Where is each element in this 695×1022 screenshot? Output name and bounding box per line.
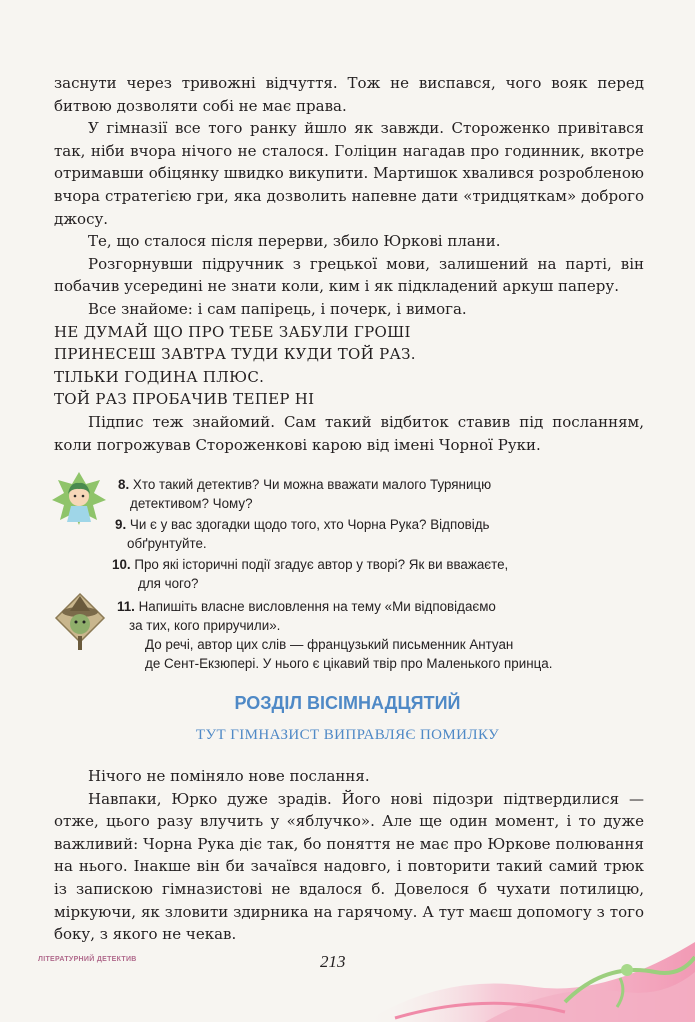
- paragraph: У гімназії все того ранку йшло як завжди. Стороженко привітався так, ніби вчора нічого не сталося. Голіцин нагадав про годинник, вкотре отримавши обіцянку швидко викупити. Мартишок хвалився розробленою вчора стратегією гри, яка дозволить напевне дати «тридцяткам» доброго джосу.: [54, 119, 644, 228]
- question-text: за тих, кого приручили».: [129, 618, 281, 633]
- question-11: [117, 597, 552, 673]
- question-text: детективом? Чому?: [130, 496, 253, 511]
- question-text: Хто такий детектив? Чи можна вважати малого Туряницю: [132, 477, 492, 492]
- note-line: ТІЛЬКИ ГОДИНА ПЛЮС.: [54, 367, 265, 386]
- question-number: 8.: [118, 477, 130, 492]
- note-line: НЕ ДУМАЙ ЩО ПРО ТЕБЕ ЗАБУЛИ ГРОШІ: [54, 322, 411, 341]
- question-text: де Сент-Екзюпері. У нього є цікавий твір про Маленького принца.: [145, 656, 553, 671]
- page-number: 213: [320, 952, 346, 971]
- question-text: обґрунтуйте.: [127, 536, 207, 551]
- paragraph: Все знайоме: і сам папірець, і почерк, і вимога.: [88, 299, 467, 318]
- top-prose: [54, 72, 644, 456]
- question-text: Про які історичні події згадує автор у творі? Як ви вважаєте,: [134, 557, 509, 572]
- question-text: Чи є у вас здогадки щодо того, хто Чорна Рука? Відповідь: [129, 517, 490, 532]
- question-text: Напишіть власне висловлення на тему «Ми відповідаємо: [138, 599, 496, 614]
- paragraph: Підпис теж знайомий. Сам такий відбиток ставив під посланням, коли погрожував Стороженкові карою від імені Чорної Руки.: [54, 412, 644, 454]
- question-number: 10.: [112, 557, 131, 572]
- question-10: [112, 555, 508, 593]
- chapter-subtitle: ТУТ ГІМНАЗИСТ ВИПРАВЛЯЄ ПОМИЛКУ: [195, 727, 500, 743]
- threat-note: [54, 321, 644, 411]
- decorative-swirl: [365, 932, 695, 1022]
- paragraph: Нічого не поміняло нове послання.: [88, 767, 370, 785]
- paragraph: заснути через тривожні відчуття. Тож не виспався, чого вояк перед битвою дозволяти собі не має права.: [54, 74, 644, 115]
- bottom-prose: [54, 765, 644, 946]
- paragraph: Розгорнувши підручник з грецької мови, залишений на парті, він побачив усередині не знати коли, ким і як підкладений аркуш паперу.: [54, 254, 644, 296]
- chapter-title: РОЗДІЛ ВІСІМНАДЦЯТИЙ: [234, 693, 461, 713]
- question-8: [118, 475, 491, 513]
- paragraph: Навпаки, Юрко дуже зрадів. Його нові підозри підтвердилися — отже, цього разу влучить у «яблучко». Але ще один момент, і то дуже важливий: Чорна Рука діє так, бо поняття не має про Юркове полювання на нього. Інакше він би зачаївся надовго, і повторити такий самий трюк із запискою гімназистові не вдалося б. Довелося б чухати потилицю, міркуючи, як зловити здирника на гарячому. А тут маєш допомогу з того боку, з якого не чекав.: [54, 789, 644, 944]
- paragraph: Те, що сталося після перерви, збило Юркові плани.: [88, 232, 501, 251]
- question-number: 9.: [115, 517, 127, 532]
- note-line: ПРИНЕСЕШ ЗАВТРА ТУДИ КУДИ ТОЙ РАЗ.: [54, 345, 416, 364]
- note-line: ТОЙ РАЗ ПРОБАЧИВ ТЕПЕР НІ: [54, 390, 315, 409]
- question-text: для чого?: [138, 576, 199, 591]
- question-number: 11.: [117, 599, 135, 614]
- question-9: [115, 515, 490, 553]
- wizard-hat-icon: [52, 592, 108, 652]
- footer-label: ЛІТЕРАТУРНИЙ ДЕТЕКТИВ: [38, 956, 137, 963]
- question-text: До речі, автор цих слів — французький письменник Антуан: [145, 637, 514, 652]
- fairy-girl-icon: [50, 470, 108, 526]
